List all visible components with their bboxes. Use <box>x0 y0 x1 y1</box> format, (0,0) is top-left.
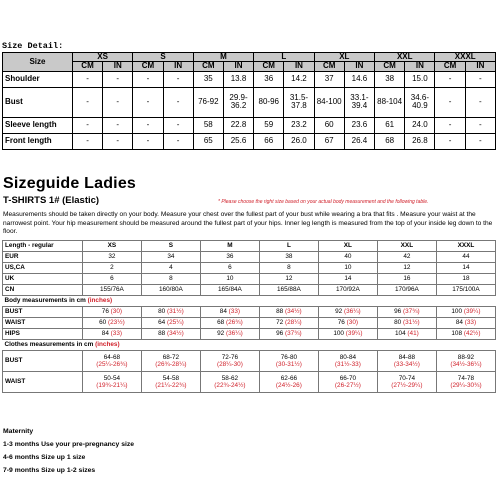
inch-value: (30) <box>110 307 123 315</box>
inch-value: (39¼) <box>463 307 481 315</box>
inch-value: (29¼-30¾) <box>450 382 482 389</box>
table-cell: 14 <box>436 263 495 274</box>
table-cell: - <box>133 118 163 134</box>
table-cell <box>141 372 200 393</box>
inch-value: (22¾-24½) <box>214 382 246 389</box>
cm-value: 72-76 <box>221 353 239 361</box>
table-cell: 26.8 <box>405 133 435 149</box>
table-cell: - <box>72 133 102 149</box>
cm-value: 84 <box>219 307 227 315</box>
table-cell: - <box>133 133 163 149</box>
table-cell: - <box>163 118 193 134</box>
table-row <box>3 307 496 318</box>
size-header: XL <box>318 241 377 252</box>
cm-value: 76 <box>337 318 345 326</box>
unit-header: CM <box>435 62 465 71</box>
inch-value: (30) <box>346 318 359 326</box>
table-cell <box>200 307 259 318</box>
inch-value: (33-34½) <box>393 361 420 368</box>
table-cell: 160/80A <box>141 285 200 296</box>
table-cell <box>82 351 141 372</box>
table-cell: 88-104 <box>375 87 405 117</box>
table-cell: 6 <box>82 274 141 285</box>
inch-value: (21¼-22¾) <box>155 382 187 389</box>
table-cell <box>141 318 200 329</box>
table-row <box>3 318 496 329</box>
product-subtitle: T-SHIRTS 1# (Elastic) <box>3 195 100 206</box>
cm-value: 66-70 <box>339 374 357 382</box>
table-cell: 8 <box>259 263 318 274</box>
table-cell: - <box>435 133 465 149</box>
cm-value: 64-68 <box>103 353 121 361</box>
table-row <box>3 263 496 274</box>
size-header: XXL <box>375 53 435 62</box>
table-cell: - <box>435 71 465 87</box>
table-cell: - <box>465 87 495 117</box>
unit-header: IN <box>284 62 314 71</box>
inch-value: (25¼) <box>167 318 184 326</box>
cm-value: 108 <box>451 329 463 337</box>
table-cell <box>377 372 436 393</box>
size-column-header: Size <box>3 53 73 72</box>
measurement-instructions: Measurements should be taken directly on your body. Measure your chest over the fullest part of your bust while wearing a bra that fits . Measure your waist at the narrowest point. Your hip measurement should be measured around the fullest part of your hips. Inner leg length is measured from the top of your inside leg down to the floor. <box>3 211 493 236</box>
cm-value: 100 <box>451 307 463 315</box>
size-header: XXXL <box>435 53 496 62</box>
table-cell: 60 <box>314 118 344 134</box>
row-label: HIPS <box>3 329 83 340</box>
size-detail-table <box>2 52 496 150</box>
inch-value: (39¼) <box>345 329 363 337</box>
table-cell: - <box>163 71 193 87</box>
table-cell <box>436 318 495 329</box>
inch-value: (26¾-28¼) <box>155 361 187 368</box>
cm-value: 84-88 <box>398 353 416 361</box>
table-cell: 36 <box>200 252 259 263</box>
table-cell: - <box>435 87 465 117</box>
inch-value: (34½) <box>167 329 184 337</box>
table-row <box>3 372 496 393</box>
unit-header: IN <box>344 62 374 71</box>
cm-value: 92 <box>335 307 343 315</box>
table-cell <box>318 372 377 393</box>
size-header: S <box>133 53 193 62</box>
row-label: Front length <box>3 133 73 149</box>
table-cell: 68 <box>375 133 405 149</box>
cm-value: 100 <box>333 329 344 337</box>
cm-value: 76 <box>101 307 109 315</box>
row-label: WAIST <box>3 372 83 393</box>
table-cell: 36 <box>254 71 284 87</box>
table-cell <box>318 307 377 318</box>
table-cell: 170/96A <box>377 285 436 296</box>
inch-value: (31½) <box>402 318 420 326</box>
inch-value: (27½-29¼) <box>391 382 423 389</box>
table-cell: 23.2 <box>284 118 314 134</box>
table-cell <box>318 351 377 372</box>
table-cell: - <box>72 87 102 117</box>
unit-header: IN <box>405 62 435 71</box>
cm-value: 50-54 <box>103 374 121 382</box>
size-header-row <box>3 241 496 252</box>
cm-value: 96 <box>394 307 402 315</box>
unit-header: IN <box>103 62 133 71</box>
table-cell: 170/92A <box>318 285 377 296</box>
row-label: BUST <box>3 351 83 372</box>
inch-value: (34½-36¼) <box>450 361 482 368</box>
table-cell <box>318 318 377 329</box>
table-cell <box>82 307 141 318</box>
table-cell <box>82 318 141 329</box>
table-cell: 76-92 <box>193 87 223 117</box>
size-header: XS <box>72 53 132 62</box>
unit-header: IN <box>163 62 193 71</box>
table-cell: - <box>103 133 133 149</box>
table-cell: 31.5-37.8 <box>284 87 314 117</box>
table-cell: - <box>163 87 193 117</box>
table-cell: 155/76A <box>82 285 141 296</box>
inch-value: (41) <box>407 329 419 337</box>
cm-value: 80 <box>394 318 402 326</box>
table-row <box>3 252 496 263</box>
table-cell <box>141 351 200 372</box>
table-cell: 10 <box>200 274 259 285</box>
inch-value: (34½) <box>284 307 302 315</box>
table-row <box>3 87 496 117</box>
table-row <box>3 351 496 372</box>
table-cell: - <box>465 118 495 134</box>
table-cell: 42 <box>377 252 436 263</box>
inch-value: (36¼) <box>226 329 243 337</box>
inch-value: (37¾) <box>284 329 302 337</box>
cm-value: 88 <box>276 307 284 315</box>
cm-value: 88-92 <box>457 353 475 361</box>
table-row <box>3 285 496 296</box>
table-cell: 2 <box>82 263 141 274</box>
table-cell: 38 <box>259 252 318 263</box>
row-label: UK <box>3 274 83 285</box>
cm-value: 68 <box>217 318 225 326</box>
row-label: US,CA <box>3 263 83 274</box>
row-label: BUST <box>3 307 83 318</box>
size-header: XL <box>314 53 374 62</box>
table-cell: 26.4 <box>344 133 374 149</box>
table-cell: 61 <box>375 118 405 134</box>
size-header: L <box>254 53 314 62</box>
table-cell: - <box>103 71 133 87</box>
row-label: Bust <box>3 87 73 117</box>
table-cell: 175/100A <box>436 285 495 296</box>
inch-value: (33) <box>464 318 477 326</box>
inch-value: (19¾-21¼) <box>96 382 128 389</box>
table-cell: - <box>465 133 495 149</box>
cm-value: 104 <box>394 329 406 337</box>
table-row <box>3 118 496 134</box>
table-cell <box>436 372 495 393</box>
cm-value: 76-80 <box>280 353 298 361</box>
section-unit: (inches) <box>87 296 113 304</box>
row-label: EUR <box>3 252 83 263</box>
table-cell: 66 <box>254 133 284 149</box>
cm-value: 74-78 <box>457 374 475 382</box>
table-cell: 40 <box>318 252 377 263</box>
size-guide-table <box>2 240 496 393</box>
table-cell <box>259 351 318 372</box>
table-cell <box>200 318 259 329</box>
table-cell: 13.8 <box>223 71 253 87</box>
table-cell: 22.8 <box>223 118 253 134</box>
cm-value: 84 <box>101 329 109 337</box>
table-cell: 165/84A <box>200 285 259 296</box>
unit-header: CM <box>314 62 344 71</box>
table-cell: 12 <box>377 263 436 274</box>
table-cell: 58 <box>193 118 223 134</box>
table-cell: 8 <box>141 274 200 285</box>
table-cell: 4 <box>141 263 200 274</box>
table-cell: 29.9-36.2 <box>223 87 253 117</box>
inch-value: (24½-26) <box>275 382 302 389</box>
inch-value: (33) <box>110 329 123 337</box>
table-cell: 38 <box>375 71 405 87</box>
size-header: M <box>200 241 259 252</box>
table-cell: 33.1-39.4 <box>344 87 374 117</box>
cm-value: 92 <box>217 329 225 337</box>
cm-value: 64 <box>158 318 166 326</box>
size-note: * Please choose the right size based on your actual body measurement and the following table. <box>218 199 429 205</box>
inch-value: (31½-33) <box>334 361 361 368</box>
table-cell <box>318 329 377 340</box>
table-cell: 15.0 <box>405 71 435 87</box>
row-label: Shoulder <box>3 71 73 87</box>
table-cell: 84-100 <box>314 87 344 117</box>
table-cell: 24.0 <box>405 118 435 134</box>
table-cell: 6 <box>200 263 259 274</box>
cm-value: 88 <box>158 329 166 337</box>
inch-value: (30-31½) <box>275 361 302 368</box>
clothes-section-header <box>3 340 496 351</box>
table-cell: 35 <box>193 71 223 87</box>
table-cell: - <box>133 71 163 87</box>
table-cell: 32 <box>82 252 141 263</box>
table-cell: 67 <box>314 133 344 149</box>
table-cell <box>377 318 436 329</box>
inch-value: (31½) <box>167 307 184 315</box>
unit-header: CM <box>133 62 163 71</box>
cm-value: 80 <box>158 307 166 315</box>
table-cell: - <box>103 118 133 134</box>
maternity-line: 4-6 months Size up 1 size <box>3 454 86 461</box>
inch-value: (42½) <box>463 329 481 337</box>
inch-value: (28¼) <box>284 318 302 326</box>
cm-value: 80-84 <box>339 353 357 361</box>
cm-value: 72 <box>276 318 284 326</box>
table-cell: 14.2 <box>284 71 314 87</box>
table-cell: - <box>72 71 102 87</box>
cm-value: 58-62 <box>221 374 239 382</box>
table-cell <box>259 307 318 318</box>
size-header: M <box>193 53 253 62</box>
length-label: Length - regular <box>3 241 83 252</box>
cm-value: 84 <box>455 318 463 326</box>
table-row <box>3 274 496 285</box>
maternity-line: 7-9 months Size up 1-2 sizes <box>3 467 96 474</box>
unit-header: CM <box>375 62 405 71</box>
table-cell: 14.6 <box>344 71 374 87</box>
size-detail-label: Size Detail: <box>2 41 64 51</box>
table-cell: 18 <box>436 274 495 285</box>
inch-value: (33) <box>228 307 241 315</box>
table-cell: 34 <box>141 252 200 263</box>
table-cell: - <box>163 133 193 149</box>
unit-header: CM <box>254 62 284 71</box>
section-unit: (inches) <box>95 340 120 348</box>
unit-header: IN <box>465 62 495 71</box>
table-cell: 14 <box>318 274 377 285</box>
cm-value: 70-74 <box>398 374 416 382</box>
table-cell <box>141 307 200 318</box>
table-cell: 80-96 <box>254 87 284 117</box>
size-header: L <box>259 241 318 252</box>
inch-value: (28¼-30) <box>216 361 243 368</box>
table-cell: 44 <box>436 252 495 263</box>
table-cell: 25.6 <box>223 133 253 149</box>
unit-header: CM <box>72 62 102 71</box>
table-cell <box>436 307 495 318</box>
table-cell <box>259 372 318 393</box>
table-cell <box>200 351 259 372</box>
table-cell: - <box>103 87 133 117</box>
cm-value: 62-66 <box>280 374 298 382</box>
table-cell: 26.0 <box>284 133 314 149</box>
body-section-header <box>3 296 496 307</box>
table-cell <box>377 307 436 318</box>
section-label: Clothes measurements in cm <box>4 340 94 348</box>
table-cell <box>200 372 259 393</box>
table-cell <box>259 329 318 340</box>
table-cell <box>377 351 436 372</box>
table-cell <box>259 318 318 329</box>
page-title: Sizeguide Ladies <box>3 175 137 192</box>
table-cell: 16 <box>377 274 436 285</box>
table-cell: - <box>465 71 495 87</box>
table-cell: 37 <box>314 71 344 87</box>
table-cell <box>141 329 200 340</box>
cm-value: 54-58 <box>162 374 180 382</box>
inch-value: (36¼) <box>343 307 361 315</box>
table-cell: 34.6-40.9 <box>405 87 435 117</box>
table-cell <box>436 329 495 340</box>
cm-value: 60 <box>99 318 107 326</box>
row-label: CN <box>3 285 83 296</box>
table-cell <box>377 329 436 340</box>
size-header: XS <box>82 241 141 252</box>
unit-header: IN <box>223 62 253 71</box>
table-cell <box>436 351 495 372</box>
table-cell: 59 <box>254 118 284 134</box>
inch-value: (37¾) <box>402 307 420 315</box>
section-label: Body measurements in cm <box>4 296 86 304</box>
table-cell: - <box>133 87 163 117</box>
table-cell: 65 <box>193 133 223 149</box>
cm-value: 96 <box>276 329 284 337</box>
size-header: XXXL <box>436 241 495 252</box>
table-cell: 165/88A <box>259 285 318 296</box>
inch-value: (26¾) <box>226 318 243 326</box>
table-cell <box>82 329 141 340</box>
inch-value: (23½) <box>108 318 125 326</box>
size-header: XXL <box>377 241 436 252</box>
table-cell: - <box>72 118 102 134</box>
table-row <box>3 71 496 87</box>
maternity-title: Maternity <box>3 428 34 435</box>
inch-value: (25¼-26¾) <box>96 361 128 368</box>
table-cell <box>200 329 259 340</box>
cm-value: 68-72 <box>162 353 180 361</box>
table-cell: - <box>435 118 465 134</box>
row-label: WAIST <box>3 318 83 329</box>
table-cell: 23.6 <box>344 118 374 134</box>
table-cell: 12 <box>259 274 318 285</box>
inch-value: (26-27½) <box>334 382 361 389</box>
table-row <box>3 133 496 149</box>
table-cell: 10 <box>318 263 377 274</box>
maternity-line: 1-3 months Use your pre-pregnancy size <box>3 441 135 448</box>
table-cell <box>82 372 141 393</box>
maternity-section <box>3 425 134 477</box>
size-header: S <box>141 241 200 252</box>
table-row <box>3 329 496 340</box>
row-label: Sleeve length <box>3 118 73 134</box>
unit-header: CM <box>193 62 223 71</box>
